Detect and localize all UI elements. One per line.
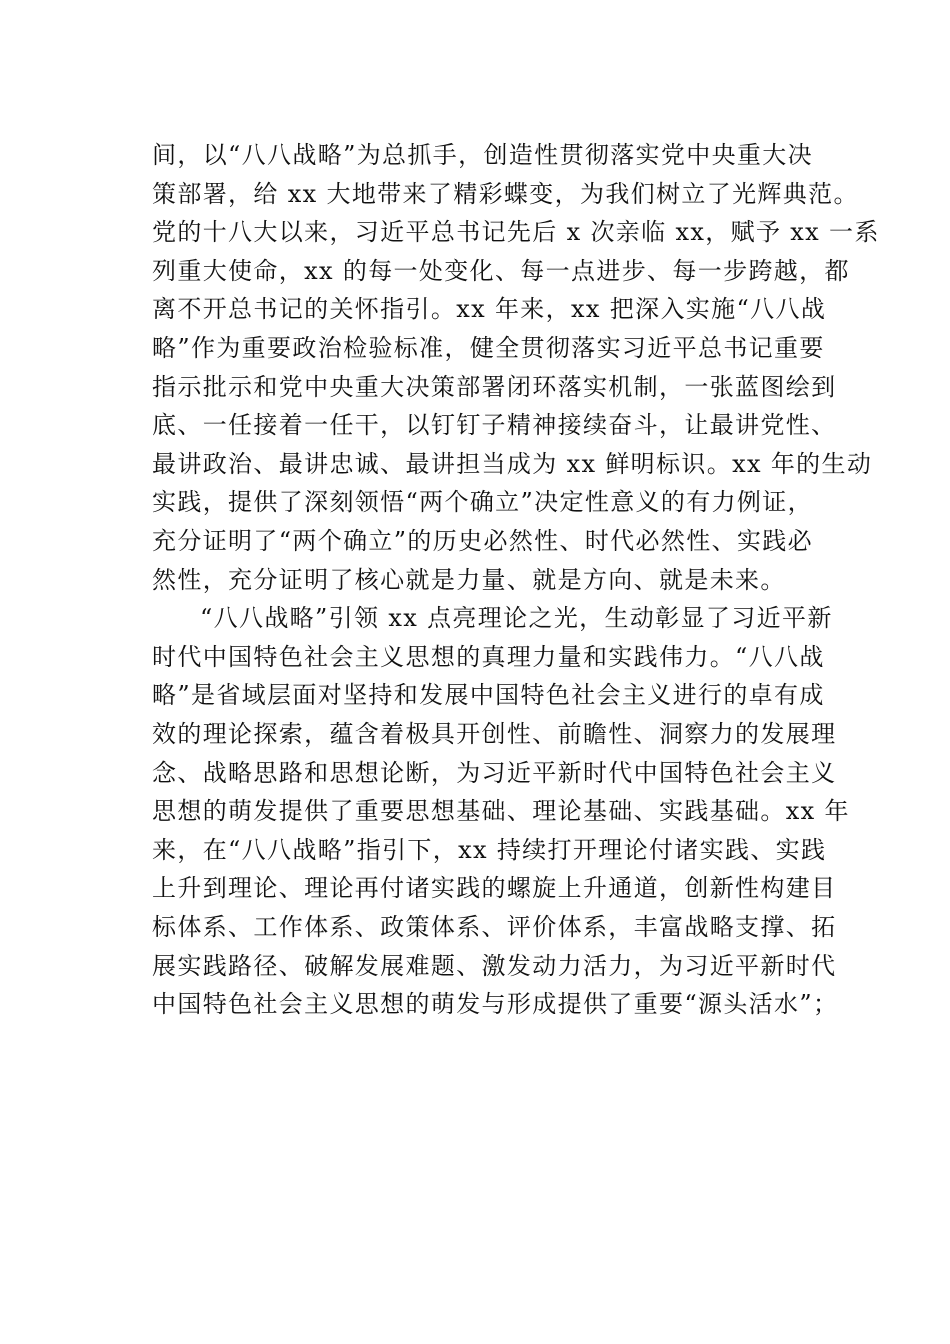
text-line: 中国特色社会主义思想的萌发与形成提供了重要“源头活水”； <box>152 990 839 1019</box>
text-line: 上升到理论、理论再付诸实践的螺旋上升通道，创新性构建目 <box>152 874 837 903</box>
text-line: 来，在“八八战略”指引下，xx 持续打开理论付诸实践、实践 <box>152 835 827 864</box>
text-line: 间，以“八八战略”为总抓手，创造性贯彻落实党中央重大决 <box>152 141 813 169</box>
text-line: 略”作为重要政治检验标准，健全贯彻落实习近平总书记重要 <box>152 334 825 362</box>
text-line: 底、一任接着一任干，以钉钉子精神接续奋斗，让最讲党性、 <box>152 411 837 440</box>
text-line: 最讲政治、最讲忠诚、最讲担当成为 xx 鲜明标识。xx 年的生动 <box>152 449 873 478</box>
text-line: 展实践路径、破解发展难题、激发动力活力，为习近平新时代 <box>152 951 837 980</box>
text-line: 离不开总书记的关怀指引。xx 年来，xx 把深入实施“八八战 <box>152 295 827 324</box>
text-line: 时代中国特色社会主义思想的真理力量和实践伟力。“八八战 <box>152 642 825 671</box>
text-line: 念、战略思路和思想论断，为习近平新时代中国特色社会主义 <box>152 758 837 787</box>
text-line: 实践，提供了深刻领悟“两个确立”决定性意义的有力例证， <box>152 488 813 517</box>
paragraph-first-line: “八八战略”引领 xx 点亮理论之光，生动彰显了习近平新 <box>200 604 833 633</box>
text-line: 充分证明了“两个确立”的历史必然性、时代必然性、实践必 <box>152 527 813 555</box>
text-line: 略”是省域层面对坚持和发展中国特色社会主义进行的卓有成 <box>152 681 825 710</box>
text-line: 指示批示和党中央重大决策部署闭环落实机制，一张蓝图绘到 <box>152 372 837 401</box>
text-line: 标体系、工作体系、政策体系、评价体系，丰富战略支撑、拓 <box>152 913 837 941</box>
text-line: 思想的萌发提供了重要思想基础、理论基础、实践基础。xx 年 <box>152 797 850 826</box>
text-line: 然性，充分证明了核心就是力量、就是方向、就是未来。 <box>152 565 786 594</box>
text-line: 效的理论探索，蕴含着极具开创性、前瞻性、洞察力的发展理 <box>152 720 837 748</box>
text-line: 党的十八大以来，习近平总书记先后 x 次亲临 xx，赋予 xx 一系 <box>152 218 880 247</box>
text-line: 策部署，给 xx 大地带来了精彩蝶变，为我们树立了光辉典范。 <box>152 179 859 208</box>
text-line: 列重大使命，xx 的每一处变化、每一点进步、每一步跨越，都 <box>152 256 850 285</box>
